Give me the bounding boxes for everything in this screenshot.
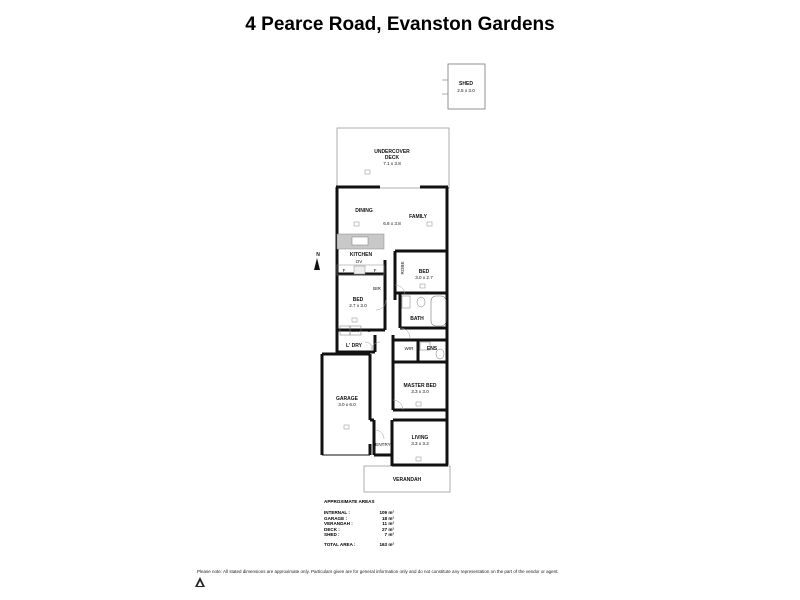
area-value: 27 m² [381,526,394,532]
garage-label: GARAGE [336,396,358,402]
approximate-areas [324,499,394,548]
area-label: INTERNAL : [324,510,350,515]
areas-heading: APPROXIMATE AREAS [324,499,375,504]
bed2-dims: 3.0 x 2.7 [415,275,433,280]
bed3-label: BED [352,297,364,303]
living-label: LIVING [411,435,429,441]
oven-label: OV [355,259,363,264]
master-label: MASTER BED [403,383,437,389]
laundry-label: L' DRY [345,343,363,349]
robe-label: ROBE [400,261,405,275]
living-dims: 3.3 x 3.2 [411,441,429,446]
compass-icon [314,252,320,270]
bir-label: BIR [373,286,381,291]
kitchen-label: KITCHEN [349,252,373,258]
family-label: FAMILY [409,214,427,220]
verandah-label: VERANDAH [392,477,422,483]
area-value: 18 m² [381,515,394,521]
area-label: SHED : [324,532,340,538]
bed2-label: BED [418,269,430,275]
deck-label-line1: UNDERCOVER [374,149,410,155]
deck-dims: 7.1 x 3.8 [383,161,401,166]
ens-label: ENS [426,346,438,352]
bed3-dims: 2.7 x 3.0 [349,303,367,308]
brand-logo-icon [194,576,206,588]
area-row [324,532,394,538]
dining-label: DINING [355,208,373,214]
area-label: GARAGE : [324,515,347,521]
fridge-label-1: F [342,268,346,273]
cooktop [354,266,365,274]
bath-label: BATH [410,316,424,322]
master-dims: 3.3 x 3.0 [411,389,429,394]
kitchen-sink [352,237,368,245]
wm-label: WM [350,328,360,333]
compass-label: N [316,252,320,258]
cupboard-label: C [367,328,371,333]
shed-dims: 2.5 x 3.0 [457,88,475,93]
toilet-ens [436,349,444,359]
shed-label: SHED [459,81,473,87]
garage-dims: 3.0 x 6.0 [338,402,356,407]
wir-label: WIR [404,346,414,351]
vanity-bath [402,296,410,308]
bathtub [431,296,446,326]
disclaimer-note: Please note: All stated dimensions are approximate only. Particulars given are for general information only and do not constitute any representation on the part of the vendor or agent. [197,569,559,574]
deck-label-line2: DECK [384,155,400,161]
area-total-row [324,542,394,548]
plan-title: 4 Pearce Road, Evanston Gardens [245,14,555,35]
area-value: 109 m² [379,510,394,515]
area-value: 11 m² [382,521,394,527]
total-label: TOTAL AREA : [324,541,356,547]
family-dims: 6.8 x 3.8 [383,221,401,226]
toilet-bath [417,297,425,307]
total-value: 163 m² [379,541,394,547]
area-label: DECK : [324,526,340,532]
fridge-label-2: F [373,268,377,273]
house-walls [322,187,448,466]
area-value: 7 m² [384,532,394,538]
entry-label: ENTRY [375,442,391,447]
area-label: VERANDAH : [324,521,353,527]
